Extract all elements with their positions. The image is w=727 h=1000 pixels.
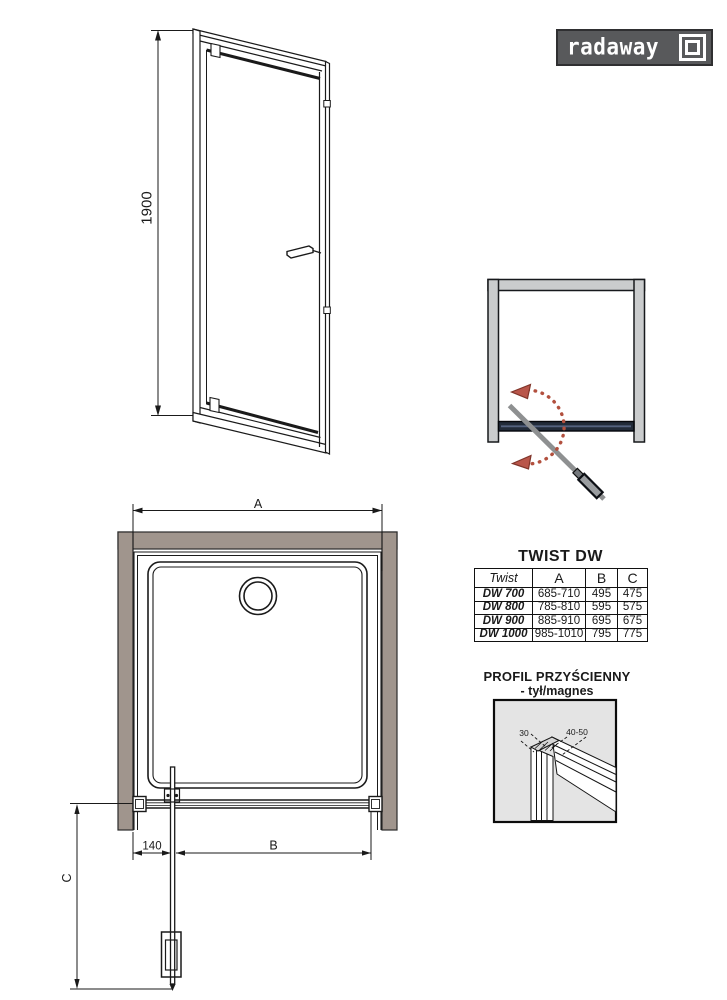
size-table <box>474 568 648 642</box>
profile-detail-subtitle: - tył/magnes <box>520 684 594 698</box>
pivot-dot <box>166 794 169 797</box>
rail-end-cap-left <box>133 797 146 812</box>
value-cell: 775 <box>618 628 648 642</box>
door-handle <box>287 246 321 258</box>
value-cell: 685-710 <box>533 588 586 602</box>
drain-outer <box>240 578 277 615</box>
col-header-twist: Twist <box>475 569 533 588</box>
swing-direction-arrow-top <box>512 385 531 399</box>
wall-left <box>488 280 499 443</box>
front-height-dimension <box>139 30 197 416</box>
glass-top-edge <box>207 50 321 79</box>
profile-detail-drawing <box>494 700 616 822</box>
wall-right <box>634 280 645 443</box>
value-cell: 495 <box>586 588 618 602</box>
value-cell: 595 <box>586 601 618 615</box>
rail-end-cap-right <box>369 797 382 812</box>
table-row-dw900 <box>475 615 648 629</box>
plan-wall-left <box>118 532 133 830</box>
profile-detail-title: PROFIL PRZYŚCIENNY <box>483 669 631 684</box>
dim-arrow-down <box>155 406 161 417</box>
swing-door-handle <box>578 474 602 498</box>
radaway-logo <box>556 29 713 66</box>
door-swing-view <box>488 280 645 500</box>
height-dimension-label: 1900 <box>138 191 156 225</box>
plan-wall-top <box>118 532 397 549</box>
value-cell: 985-1010 <box>533 628 586 642</box>
model-cell: DW 1000 <box>475 628 533 642</box>
swing-direction-arrow-bottom <box>513 456 532 470</box>
dim-140-label: 140 <box>142 840 162 853</box>
wall-top <box>488 280 645 291</box>
model-cell: DW 900 <box>475 615 533 629</box>
dim-a-label: A <box>253 497 263 511</box>
door-front-view <box>139 29 331 454</box>
door-frame <box>193 29 330 454</box>
value-cell: 695 <box>586 615 618 629</box>
model-cell: DW 800 <box>475 601 533 615</box>
value-cell: 475 <box>618 588 648 602</box>
left-wall-profile <box>193 29 200 423</box>
dimension-140 <box>133 832 171 860</box>
bottom-rail <box>193 413 326 454</box>
pivot-dot <box>175 794 178 797</box>
dim-c-label: C <box>60 873 74 883</box>
col-header-b: B <box>586 569 618 588</box>
profile-clip <box>324 307 331 314</box>
model-cell: DW 700 <box>475 588 533 602</box>
brand-name: radaway <box>567 34 660 60</box>
product-title: TWIST DW <box>518 548 603 565</box>
bottom-pivot-tab <box>210 398 219 413</box>
dimension-b <box>176 812 371 860</box>
col-header-a: A <box>533 569 586 588</box>
dim-b-label: B <box>269 838 278 853</box>
size-table-header-row <box>475 569 648 588</box>
table-row-dw1000 <box>475 628 648 642</box>
plan-wall-right <box>382 532 397 830</box>
dimension-c <box>60 804 172 990</box>
value-cell: 675 <box>618 615 648 629</box>
plan-door-open <box>171 767 175 984</box>
value-cell: 785-810 <box>533 601 586 615</box>
plan-door-tip <box>170 984 176 991</box>
profile-dim-40-50: 40-50 <box>566 727 588 737</box>
table-row-dw800 <box>475 601 648 615</box>
col-header-c: C <box>618 569 648 588</box>
table-row-dw700 <box>475 588 648 602</box>
profile-dim-30: 30 <box>519 728 529 738</box>
profile-clip <box>324 101 331 108</box>
top-pivot-tab <box>211 44 220 58</box>
value-cell: 795 <box>586 628 618 642</box>
value-cell: 575 <box>618 601 648 615</box>
magnet-profile <box>326 62 330 455</box>
double-square-icon <box>679 34 706 61</box>
dim-arrow-up <box>155 30 161 41</box>
plan-view <box>60 497 397 991</box>
value-cell: 885-910 <box>533 615 586 629</box>
